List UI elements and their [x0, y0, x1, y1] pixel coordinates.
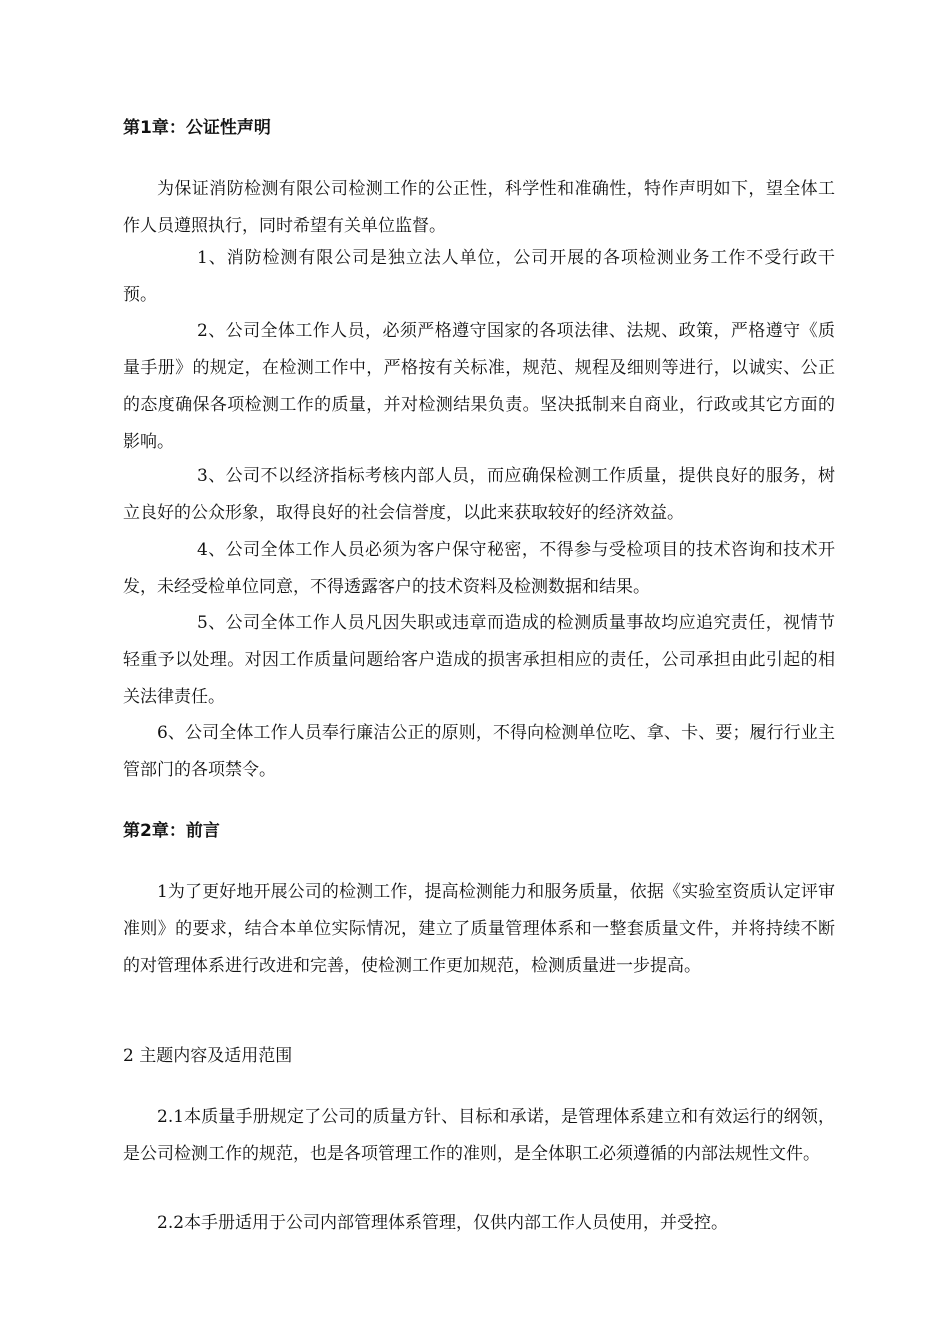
statement-item-4: 4、公司全体工作人员必须为客户保守秘密，不得参与受检项目的技术咨询和技术开发，未经受检单位同意，不得透露客户的技术资料及检测数据和结果。 [123, 540, 835, 597]
chapter-1-heading: 第1章：公证性声明 [123, 118, 271, 138]
chapter-2-intro: 1为了更好地开展公司的检测工作，提高检测能力和服务质量，依据《实验室资质认定评审准则》的要求，结合本单位实际情况，建立了质量管理体系和一整套质量文件，并将持续不断的对管理体系进行改进和完善，使检测工作更加规范，检测质量进一步提高。 [123, 882, 835, 976]
statement-item-3: 3、公司不以经济指标考核内部人员，而应确保检测工作质量，提供良好的服务，树立良好的公众形象，取得良好的社会信誉度，以此来获取较好的经济效益。 [123, 466, 835, 523]
section-2-2: 2.2本手册适用于公司内部管理体系管理，仅供内部工作人员使用，并受控。 [157, 1213, 729, 1233]
section-2-title: 2 主题内容及适用范围 [123, 1046, 293, 1066]
statement-item-6: 6、公司全体工作人员奉行廉洁公正的原则，不得向检测单位吃、拿、卡、要；履行行业主管部门的各项禁令。 [123, 723, 835, 780]
chapter-1-intro: 为保证消防检测有限公司检测工作的公正性，科学性和准确性，特作声明如下，望全体工作人员遵照执行，同时希望有关单位监督。 [123, 179, 835, 236]
statement-item-5: 5、公司全体工作人员凡因失职或违章而造成的检测质量事故均应追究责任，视情节轻重予以处理。对因工作质量问题给客户造成的损害承担相应的责任，公司承担由此引起的相关法律责任。 [123, 613, 835, 707]
section-2-1: 2.1本质量手册规定了公司的质量方针、目标和承诺，是管理体系建立和有效运行的纲领，是公司检测工作的规范，也是各项管理工作的准则，是全体职工必须遵循的内部法规性文件。 [123, 1107, 835, 1164]
chapter-2-heading: 第2章：前言 [123, 821, 220, 841]
statement-item-1: 1、消防检测有限公司是独立法人单位，公司开展的各项检测业务工作不受行政干预。 [123, 248, 835, 305]
statement-item-2: 2、公司全体工作人员，必须严格遵守国家的各项法律、法规、政策，严格遵守《质量手册》的规定，在检测工作中，严格按有关标准，规范、规程及细则等进行，以诚实、公正的态度确保各项检测工作的质量，并对检测结果负责。坚决抵制来自商业，行政或其它方面的影响。 [123, 321, 835, 452]
